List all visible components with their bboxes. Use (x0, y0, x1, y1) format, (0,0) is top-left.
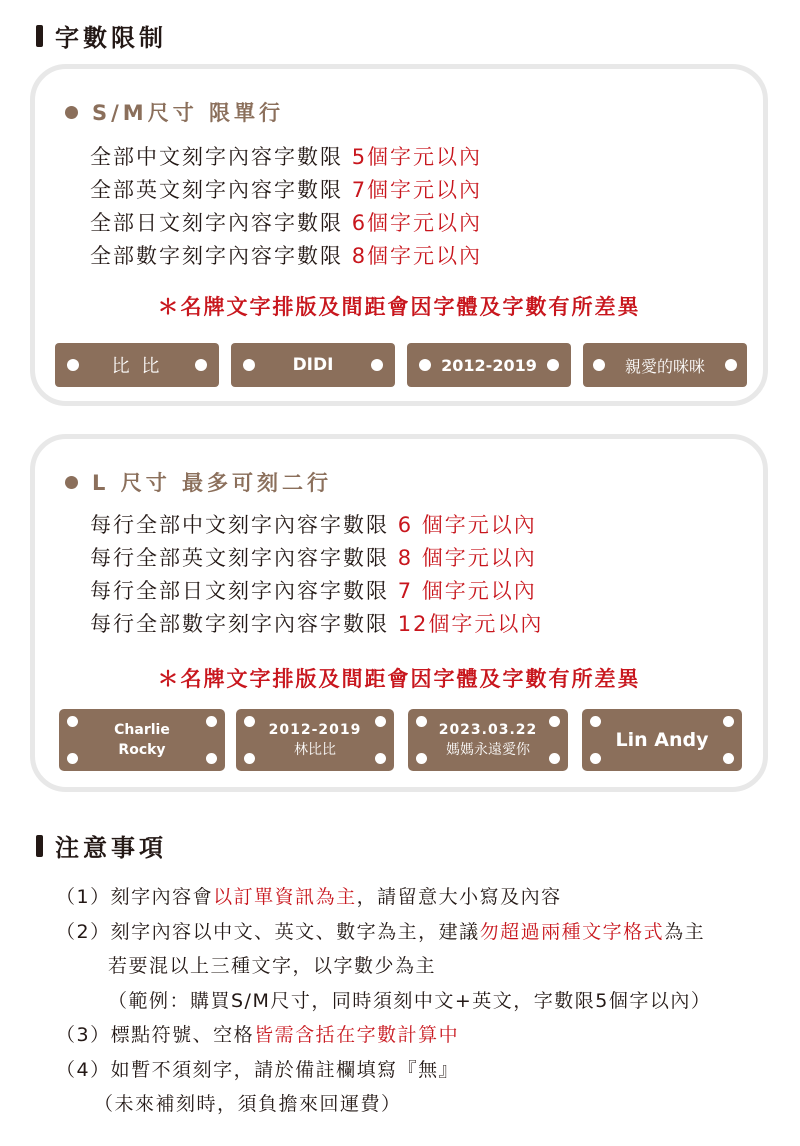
note-item-4: （4）如暫不須刻字，請於備註欄填寫『無』 (56, 1058, 460, 1081)
notes-list (56, 880, 711, 1122)
tag-hole-icon (67, 716, 78, 727)
l-limit-row: 每行全部中文刻字內容字數限 6 個字元以內 (90, 513, 537, 537)
sm-limit-row: 全部中文刻字內容字數限 5個字元以內 (90, 145, 483, 169)
tag-hole-icon (67, 753, 78, 764)
tag-hole-icon (375, 753, 386, 764)
l-limit-list (90, 509, 543, 641)
title-bar-icon (36, 835, 43, 857)
sm-limit-row: 全部英文刻字內容字數限 7個字元以內 (90, 178, 483, 202)
tag-hole-icon (416, 716, 427, 727)
l-limit-row: 每行全部數字刻字內容字數限 12個字元以內 (90, 612, 544, 636)
tag-hole-icon (590, 716, 601, 727)
l-heading-text: L 尺寸 最多可刻二行 (92, 471, 333, 495)
l-font-note: ＊名牌文字排版及間距會因字體及字數有所差異 (157, 667, 641, 691)
l-heading (65, 467, 332, 497)
section-title-text: 注意事項 (55, 834, 167, 862)
section-title-notes (36, 828, 167, 863)
l-sample-tag: Lin Andy (582, 709, 742, 771)
sm-sample-tag: DIDI (231, 343, 395, 387)
l-limit-row: 每行全部日文刻字內容字數限 7 個字元以內 (90, 579, 537, 603)
note-item-4-cont: （未來補刻時，須負擔來回運費） (94, 1093, 402, 1115)
l-sample-tag: 2023.03.22 媽媽永遠愛你 (408, 709, 568, 771)
tag-hole-icon (243, 359, 255, 371)
tag-hole-icon (723, 716, 734, 727)
section-title-limit (36, 18, 167, 53)
sm-heading (65, 97, 284, 127)
tag-hole-icon (590, 753, 601, 764)
tag-hole-icon (549, 716, 560, 727)
tag-hole-icon (67, 359, 79, 371)
tag-hole-icon (206, 753, 217, 764)
bullet-dot-icon (65, 476, 78, 489)
tag-hole-icon (375, 716, 386, 727)
sm-heading-text: S/M尺寸 限單行 (92, 101, 285, 125)
tag-hole-icon (547, 359, 559, 371)
tag-hole-icon (244, 716, 255, 727)
title-bar-icon (36, 25, 43, 47)
tag-hole-icon (416, 753, 427, 764)
sm-font-note: ＊名牌文字排版及間距會因字體及字數有所差異 (157, 295, 641, 319)
l-size-card (30, 434, 768, 792)
l-sample-tag: Charlie Rocky (59, 709, 225, 771)
tag-hole-icon (195, 359, 207, 371)
tag-hole-icon (549, 753, 560, 764)
note-item-2: （2）刻字內容以中文、英文、數字為主，建議勿超過兩種文字格式為主 (56, 920, 706, 943)
sm-limit-list (90, 141, 482, 273)
section-title-text: 字數限制 (55, 24, 167, 52)
sm-size-card (30, 64, 768, 406)
bullet-dot-icon (65, 106, 78, 119)
tag-hole-icon (206, 716, 217, 727)
sm-limit-row: 全部日文刻字內容字數限 6個字元以內 (90, 211, 483, 235)
sm-sample-tag: 比 比 (55, 343, 219, 387)
sm-limit-row: 全部數字刻字內容字數限 8個字元以內 (90, 244, 483, 268)
tag-hole-icon (723, 753, 734, 764)
note-item-2-cont: 若要混以上三種文字，以字數少為主 (108, 955, 437, 977)
tag-hole-icon (725, 359, 737, 371)
tag-hole-icon (419, 359, 431, 371)
tag-hole-icon (371, 359, 383, 371)
l-sample-tag: 2012-2019 林比比 (236, 709, 394, 771)
note-item-2-example: （範例：購買S/M尺寸，同時須刻中文+英文，字數限5個字以內） (108, 989, 712, 1012)
sm-sample-tag: 2012-2019 (407, 343, 571, 387)
sm-sample-tag: 親愛的咪咪 (583, 343, 747, 387)
tag-hole-icon (593, 359, 605, 371)
l-limit-row: 每行全部英文刻字內容字數限 8 個字元以內 (90, 546, 537, 570)
note-item-3: （3）標點符號、空格皆需含括在字數計算中 (56, 1024, 460, 1046)
tag-hole-icon (244, 753, 255, 764)
note-item-1: （1）刻字內容會以訂單資訊為主，請留意大小寫及內容 (56, 886, 562, 908)
